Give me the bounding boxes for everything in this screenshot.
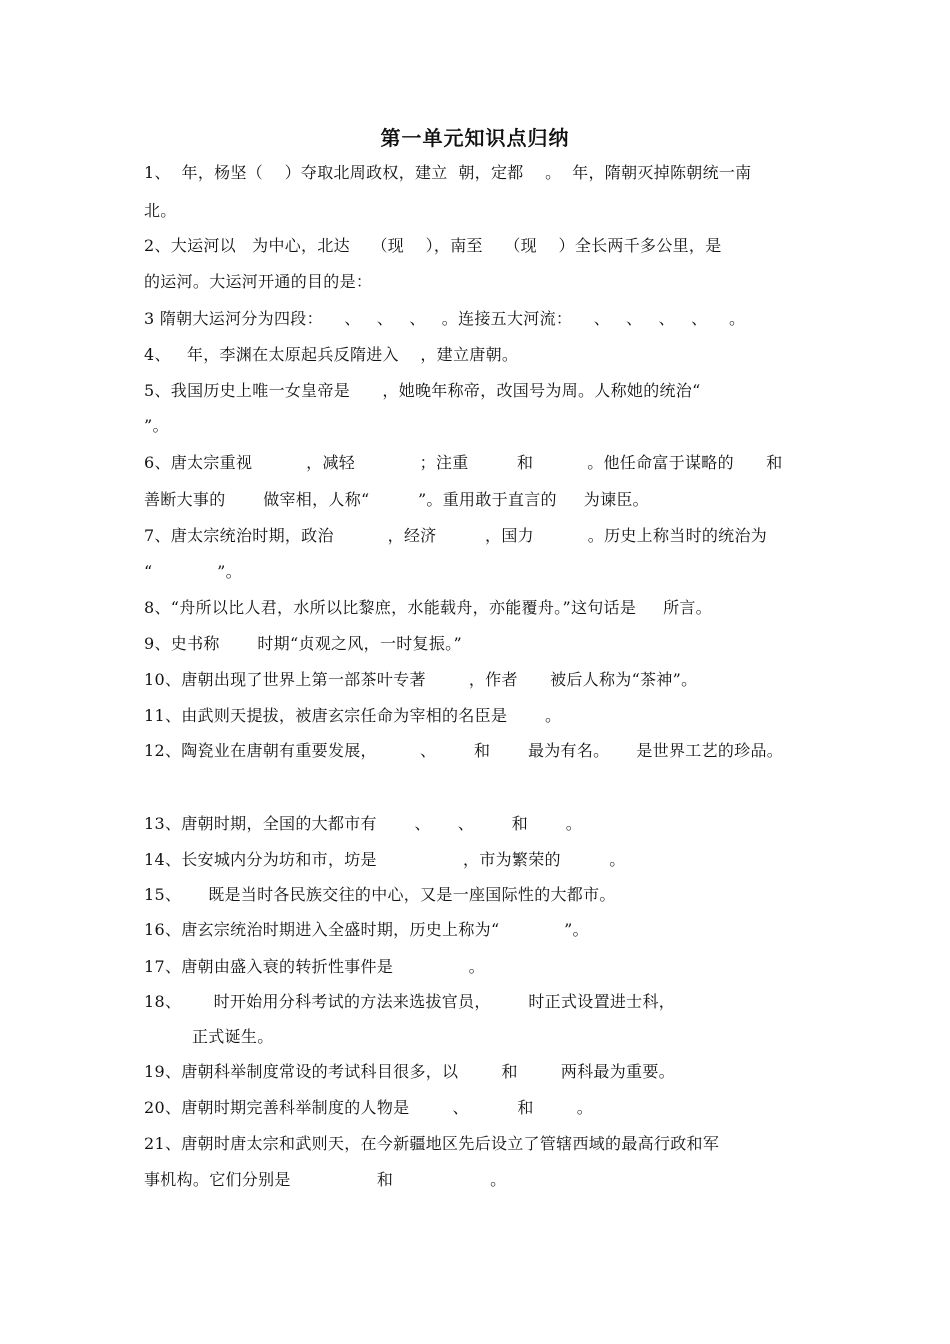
- text-line-21: 21、唐朝时唐太宗和武则天，在今新疆地区先后设立了管辖西域的最高行政和军: [144, 1134, 720, 1153]
- text-line-10: 10、唐朝出现了世界上第一部茶叶专著 ，作者 被后人称为“茶神”。: [144, 670, 698, 689]
- text-line-1-cont: 北。: [144, 201, 177, 220]
- text-line-5-cont: ”。: [144, 416, 169, 435]
- text-line-13: 13、唐朝时期，全国的大都市有 、 、 和 。: [144, 814, 583, 833]
- text-line-6-cont: 善断大事的 做宰相，人称“ ”。重用敢于直言的 为谏臣。: [144, 490, 649, 509]
- text-line-3: 3 隋朝大运河分为四段： 、 、 、 。连接五大河流： 、 、 、 、 。: [144, 309, 746, 328]
- text-line-2: 2、大运河以 为中心，北达 （现 ），南至 （现 ）全长两千多公里，是: [144, 236, 722, 255]
- text-line-11: 11、由武则天提拔，被唐玄宗任命为宰相的名臣是 。: [144, 706, 562, 725]
- page-title: 第一单元知识点归纳: [380, 126, 570, 150]
- text-line-1: 1、 年，杨坚（ ）夺取北周政权，建立 朝，定都 。 年，隋朝灭掉陈朝统一南: [144, 163, 752, 182]
- text-line-7-cont: “ ”。: [144, 562, 242, 581]
- text-line-21-cont: 事机构。它们分别是 和 。: [144, 1170, 507, 1189]
- text-line-19: 19、唐朝科举制度常设的考试科目很多，以 和 两科最为重要。: [144, 1062, 675, 1081]
- text-line-18-cont: 正式诞生。: [192, 1027, 274, 1046]
- text-line-4: 4、 年，李渊在太原起兵反隋进入 ，建立唐朝。: [144, 345, 519, 364]
- text-line-14: 14、长安城内分为坊和市，坊是 ，市为繁荣的 。: [144, 850, 626, 869]
- text-line-17: 17、唐朝由盛入衰的转折性事件是 。: [144, 957, 485, 976]
- text-line-6: 6、唐太宗重视 ，减轻 ；注重 和 。他任命富于谋略的 和: [144, 453, 783, 472]
- text-line-5: 5、我国历史上唯一女皇帝是 ，她晚年称帝，改国号为周。人称她的统治“: [144, 381, 701, 400]
- text-line-12: 12、陶瓷业在唐朝有重要发展， 、 和 最为有名。 是世界工艺的珍品。: [144, 741, 784, 760]
- text-line-9: 9、史书称 时期“贞观之风，一时复振。”: [144, 634, 462, 653]
- text-line-8: 8、“舟所以比人君，水所以比黎庶，水能载舟，亦能覆舟。”这句话是 所言。: [144, 598, 712, 617]
- text-line-16: 16、唐玄宗统治时期进入全盛时期，历史上称为“ ”。: [144, 920, 589, 939]
- text-line-18: 18、 时开始用分科考试的方法来选拔官员， 时正式设置进士科，: [144, 992, 676, 1011]
- text-line-20: 20、唐朝时期完善科举制度的人物是 、 和 。: [144, 1098, 594, 1117]
- text-line-15: 15、 既是当时各民族交往的中心，又是一座国际性的大都市。: [144, 885, 616, 904]
- text-line-7: 7、唐太宗统治时期，政治 ，经济 ，国力 。历史上称当时的统治为: [144, 526, 768, 545]
- text-line-2-cont: 的运河。大运河开通的目的是：: [144, 272, 373, 291]
